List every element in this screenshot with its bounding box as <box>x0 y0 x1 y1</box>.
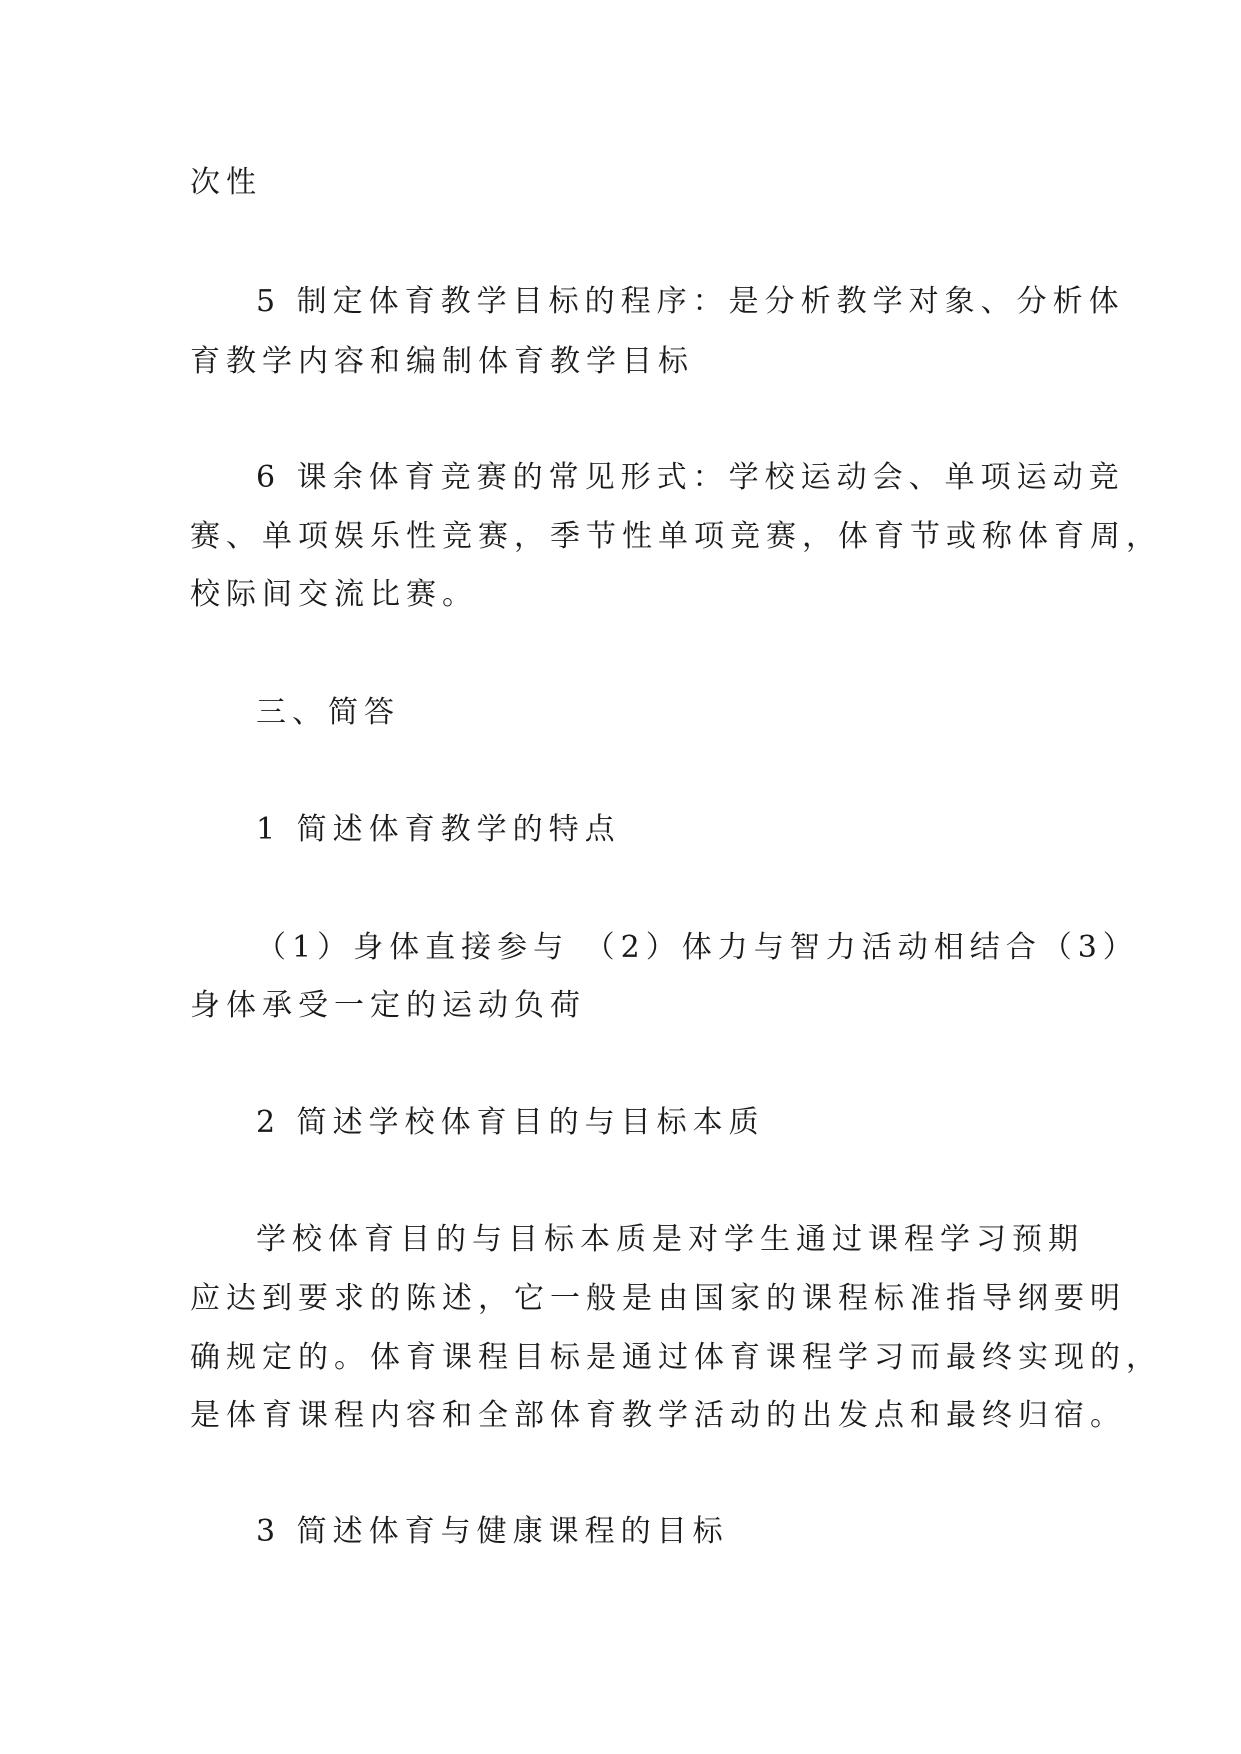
answer-2-line-3: 确规定的。体育课程目标是通过体育课程学习而最终实现的， <box>190 1340 1162 1375</box>
answer-2-line-4: 是体育课程内容和全部体育教学活动的出发点和最终归宿。 <box>190 1398 1126 1433</box>
answer-1-line-2: 身体承受一定的运动负荷 <box>190 988 586 1023</box>
question-2: 2 简述学校体育目的与目标本质 <box>256 1105 765 1140</box>
question-1: 1 简述体育教学的特点 <box>256 812 621 847</box>
question-3: 3 简述体育与健康课程的目标 <box>256 1514 729 1549</box>
answer-2-line-2: 应达到要求的陈述，它一般是由国家的课程标准指导纲要明 <box>190 1281 1126 1316</box>
item-5-line-2: 育教学内容和编制体育教学目标 <box>190 344 694 379</box>
item-6-line-2: 赛、单项娱乐性竞赛，季节性单项竞赛，体育节或称体育周， <box>190 519 1162 554</box>
answer-1-line-1: （1）身体直接参与 （2）体力与智力活动相结合（3） <box>256 930 1139 965</box>
text-line-continuation: 次性 <box>190 165 262 200</box>
item-6-line-3: 校际间交流比赛。 <box>190 577 478 612</box>
item-6-line-1: 6 课余体育竞赛的常见形式：学校运动会、单项运动竞 <box>256 460 1125 495</box>
answer-2-line-1: 学校体育目的与目标本质是对学生通过课程学习预期 <box>256 1222 1084 1257</box>
item-5-line-1: 5 制定体育教学目标的程序：是分析教学对象、分析体 <box>256 284 1125 319</box>
section-heading: 三、简答 <box>256 695 400 730</box>
